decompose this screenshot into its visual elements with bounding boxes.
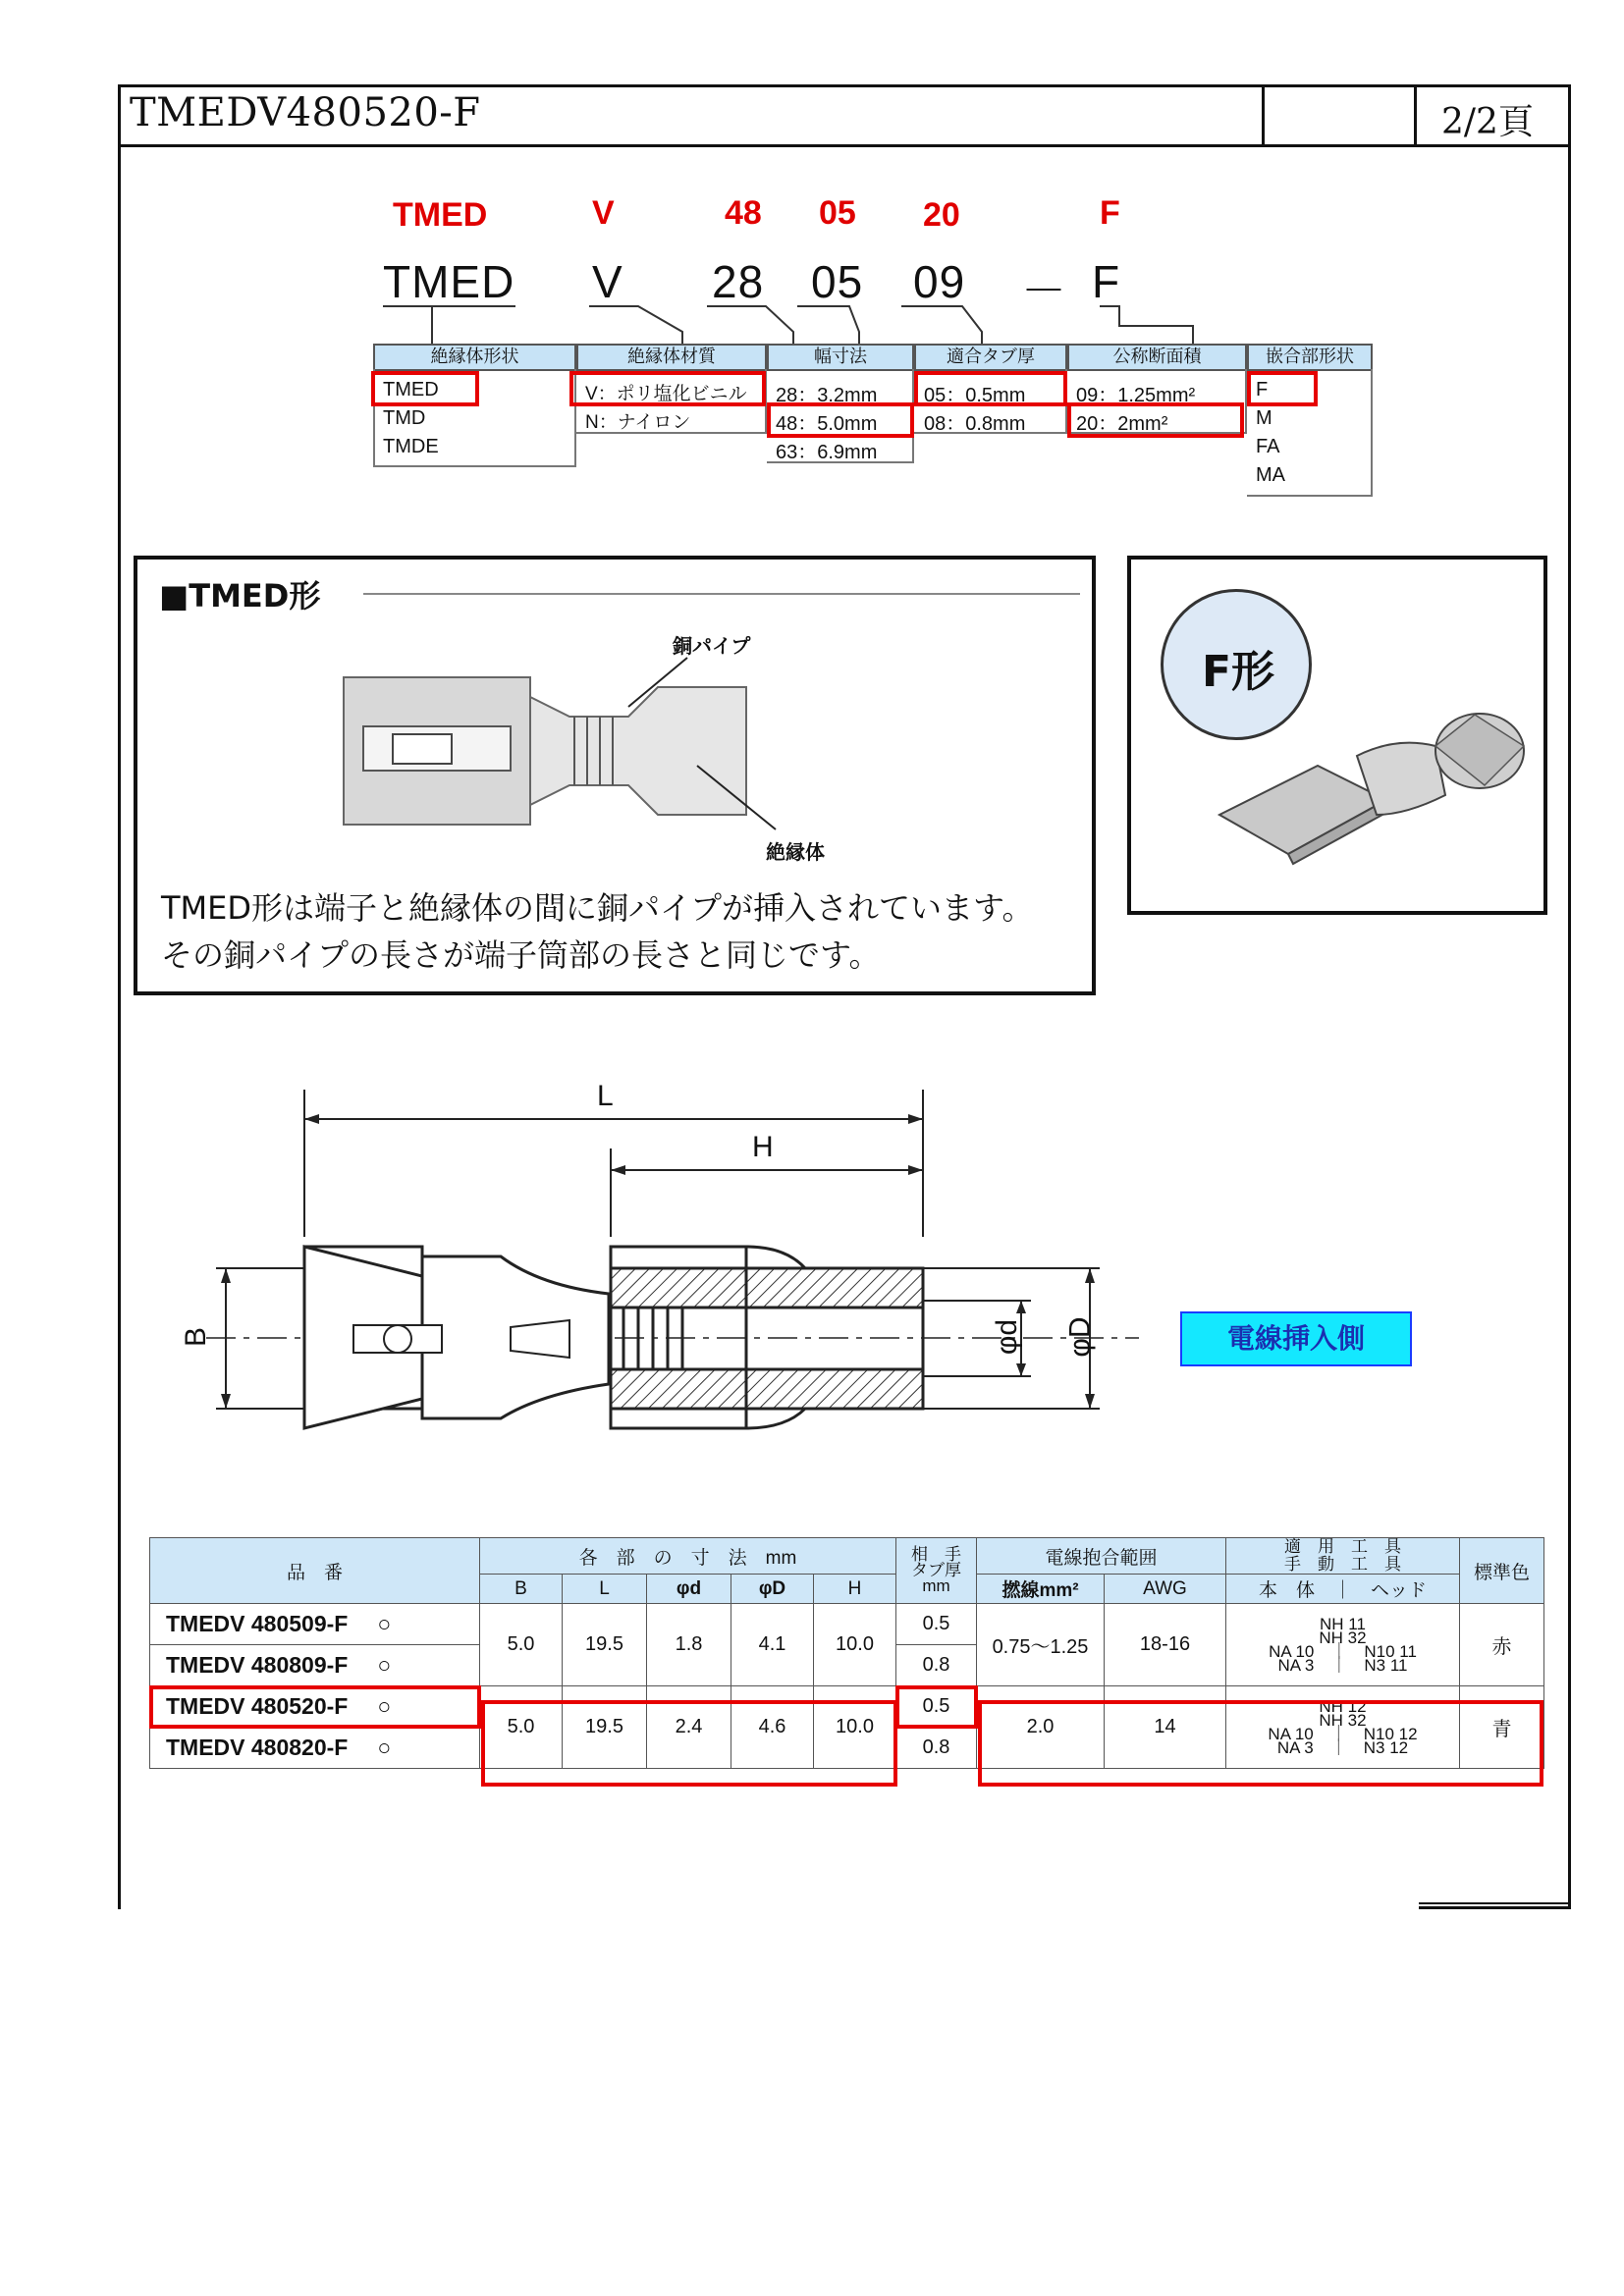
selection-highlight: [914, 371, 1067, 406]
tool-value: N3 12: [1363, 1737, 1409, 1757]
code-col-header: 公称断面積: [1067, 344, 1247, 371]
selection-highlight: [767, 402, 914, 438]
cell-awg: 18-16: [1105, 1604, 1226, 1686]
code-col-header: 絶縁体材質: [576, 344, 767, 371]
cell-tools: [1226, 1604, 1460, 1686]
selection-highlight: [481, 1700, 897, 1787]
selection-highlight: [978, 1696, 1543, 1787]
selected-code-shape: TMED: [393, 196, 488, 234]
tool-value: NH 32: [1319, 1710, 1367, 1730]
code-option: 20：2mm²: [1076, 413, 1168, 435]
cell-d: 1.8: [647, 1604, 731, 1686]
part-number-text: TMEDV 480809-F: [166, 1652, 349, 1678]
tmed-illustration: [334, 648, 884, 844]
th-D: φD: [731, 1575, 814, 1604]
code-option: N：ナイロン: [585, 412, 691, 433]
part-number-text: TMEDV 480520-F: [166, 1693, 349, 1719]
label-copper-pipe: 銅パイプ: [673, 634, 751, 658]
frame-right: [1568, 147, 1571, 1909]
cell-tab: 0.8: [896, 1645, 977, 1686]
cell-d: 2.4: [647, 1686, 731, 1769]
th-tool-line: 適 用 工 具: [1284, 1537, 1401, 1556]
code-option: FA: [1256, 436, 1280, 457]
wire-insertion-side-label: 電線挿入側: [1180, 1311, 1412, 1366]
cell-L: 19.5: [563, 1686, 647, 1769]
part-number-text: TMEDV 480820-F: [166, 1735, 349, 1760]
code-option: 09：1.25mm²: [1076, 385, 1196, 406]
cell-awg: 14: [1105, 1686, 1226, 1769]
th-mm2: 撚線mm²: [977, 1575, 1105, 1604]
th-tab: [896, 1538, 977, 1604]
example-code-material: V: [592, 256, 623, 307]
cell-D: 4.1: [731, 1604, 814, 1686]
tool-value: NA 10: [1269, 1641, 1315, 1661]
tmed-panel: [134, 556, 1096, 995]
dimension-label-L: L: [597, 1080, 614, 1112]
f-type-panel: [1127, 556, 1547, 915]
frame-left: [118, 147, 121, 1909]
code-col-header: 嵌合部形状: [1247, 344, 1373, 371]
th-awg: AWG: [1105, 1575, 1226, 1604]
frame-bottom: [1419, 1902, 1571, 1909]
cell-color: 赤: [1460, 1604, 1544, 1686]
example-code-area: 09: [913, 256, 966, 307]
selected-code-shape-f: F: [1100, 194, 1120, 232]
cell-B: 5.0: [480, 1686, 563, 1769]
cell-B: 5.0: [480, 1604, 563, 1686]
circle-mark: ○: [377, 1693, 392, 1719]
cell-mm2: 0.75～1.25: [977, 1604, 1105, 1686]
th-tab-line: 相 手: [911, 1545, 961, 1564]
part-number-highlighted: [150, 1686, 480, 1728]
circle-mark: ○: [377, 1735, 392, 1760]
tool-pair: NA 10 ｜ N10 11: [1269, 1641, 1417, 1661]
dimension-drawing: [177, 1060, 1159, 1522]
tmed-description: その銅パイプの長さが端子筒部の長さと同じです。: [161, 936, 881, 974]
example-code-tab: 05: [811, 256, 864, 307]
tool-value: NH 32: [1319, 1628, 1367, 1647]
tool-value: NA 3: [1277, 1655, 1315, 1675]
circle-mark: ○: [377, 1652, 392, 1678]
title-divider: [1262, 84, 1265, 147]
th-d: φd: [647, 1575, 731, 1604]
th-tool: [1226, 1538, 1460, 1575]
code-option: 28：3.2mm: [776, 385, 878, 406]
th-wire: 電線抱合範囲: [977, 1538, 1226, 1575]
part-number-text: TMEDV 480509-F: [166, 1611, 349, 1636]
part-number: [150, 1728, 480, 1769]
code-option: TMED: [383, 379, 439, 400]
dimension-label-D: φD: [1063, 1316, 1097, 1358]
dimension-label-d: φd: [991, 1318, 1024, 1356]
tool-value: NH 11: [1320, 1614, 1366, 1633]
tool-pair: NA 3 ｜ N3 11: [1277, 1655, 1408, 1675]
part-number: [150, 1645, 480, 1686]
selected-code-area: 20: [923, 196, 960, 234]
code-option: 08：0.8mm: [924, 413, 1026, 435]
selection-highlight: [1067, 402, 1244, 438]
heading-rule: [363, 593, 1080, 595]
th-L: L: [563, 1575, 647, 1604]
example-code-dash: －: [1021, 265, 1067, 316]
tool-pair: NA 3 ｜ N3 12: [1276, 1737, 1409, 1757]
code-col-header: 幅寸法: [767, 344, 914, 371]
code-option: M: [1256, 407, 1272, 429]
th-body: 本 体: [1258, 1580, 1315, 1601]
code-option: V：ポリ塩化ビニル: [585, 384, 747, 404]
document-title: TMEDV480520-F: [130, 90, 481, 135]
code-leader-lines: [373, 304, 1384, 348]
cell-tab-highlighted: 0.5: [896, 1686, 977, 1728]
code-option: 05：0.5mm: [924, 385, 1026, 406]
th-tab-line: タブ厚: [911, 1561, 961, 1579]
tool-value: N10 11: [1364, 1641, 1417, 1661]
th-tool-line: 手 動 工 具: [1284, 1555, 1401, 1574]
circle-mark: ○: [377, 1611, 392, 1636]
tmed-description: TMED形は端子と絶縁体の間に銅パイプが挿入されています。: [161, 889, 1034, 927]
th-dims: 各 部 の 寸 法 mm: [480, 1538, 896, 1575]
tool-value: NA 10: [1268, 1724, 1314, 1743]
selected-code-width: 48: [725, 194, 762, 232]
code-option: TMDE: [383, 436, 439, 457]
th-H: H: [814, 1575, 896, 1604]
title-divider: [1414, 84, 1417, 147]
cell-mm2: 2.0: [977, 1686, 1105, 1769]
cell-H: 10.0: [814, 1686, 896, 1769]
example-code-shape: TMED: [383, 256, 515, 307]
th-part: 品 番: [150, 1538, 480, 1604]
example-code-shape-f: F: [1092, 256, 1121, 307]
th-B: B: [480, 1575, 563, 1604]
code-option: TMD: [383, 407, 426, 429]
code-col-header: 適合タブ厚: [914, 344, 1067, 371]
selected-code-tab: 05: [819, 194, 856, 232]
cell-tab: 0.5: [896, 1604, 977, 1645]
code-col-header: 絶縁体形状: [373, 344, 576, 371]
dimension-label-H: H: [752, 1131, 774, 1163]
code-option: MA: [1256, 464, 1285, 486]
cell-H: 10.0: [814, 1604, 896, 1686]
cell-color: 青: [1460, 1686, 1544, 1769]
tool-value: N3 11: [1364, 1655, 1408, 1675]
tool-value: N10 12: [1363, 1724, 1418, 1743]
f-type-badge-label: F形: [1202, 647, 1275, 697]
cell-tab: 0.8: [896, 1728, 977, 1769]
tool-value: NA 3: [1276, 1737, 1314, 1757]
selection-highlight: [569, 371, 766, 406]
dimension-label-B: B: [180, 1326, 213, 1348]
th-color: 標準色: [1460, 1538, 1544, 1604]
page-number: 2/2頁: [1441, 102, 1534, 142]
example-code-width: 28: [712, 256, 765, 307]
selection-highlight: [1247, 371, 1318, 406]
code-option: 63：6.9mm: [776, 442, 878, 463]
tool-value: NH 12: [1319, 1696, 1367, 1716]
code-option: F: [1256, 379, 1269, 400]
f-type-illustration: [1210, 707, 1534, 903]
label-insulator: 絶縁体: [766, 840, 825, 864]
selected-code-material: V: [592, 194, 615, 232]
part-number: [150, 1604, 480, 1645]
th-head: ヘッド: [1371, 1580, 1428, 1601]
cell-L: 19.5: [563, 1604, 647, 1686]
th-tab-line: mm: [922, 1576, 950, 1595]
tool-pair: NA 10 ｜ N10 12: [1268, 1724, 1418, 1743]
tmed-heading: ■TMED形: [159, 577, 321, 614]
code-option: 48：5.0mm: [776, 413, 878, 435]
selection-highlight: [371, 371, 479, 406]
cell-D: 4.6: [731, 1686, 814, 1769]
th-body-head: 本 体 ｜ ヘッド: [1226, 1575, 1460, 1604]
